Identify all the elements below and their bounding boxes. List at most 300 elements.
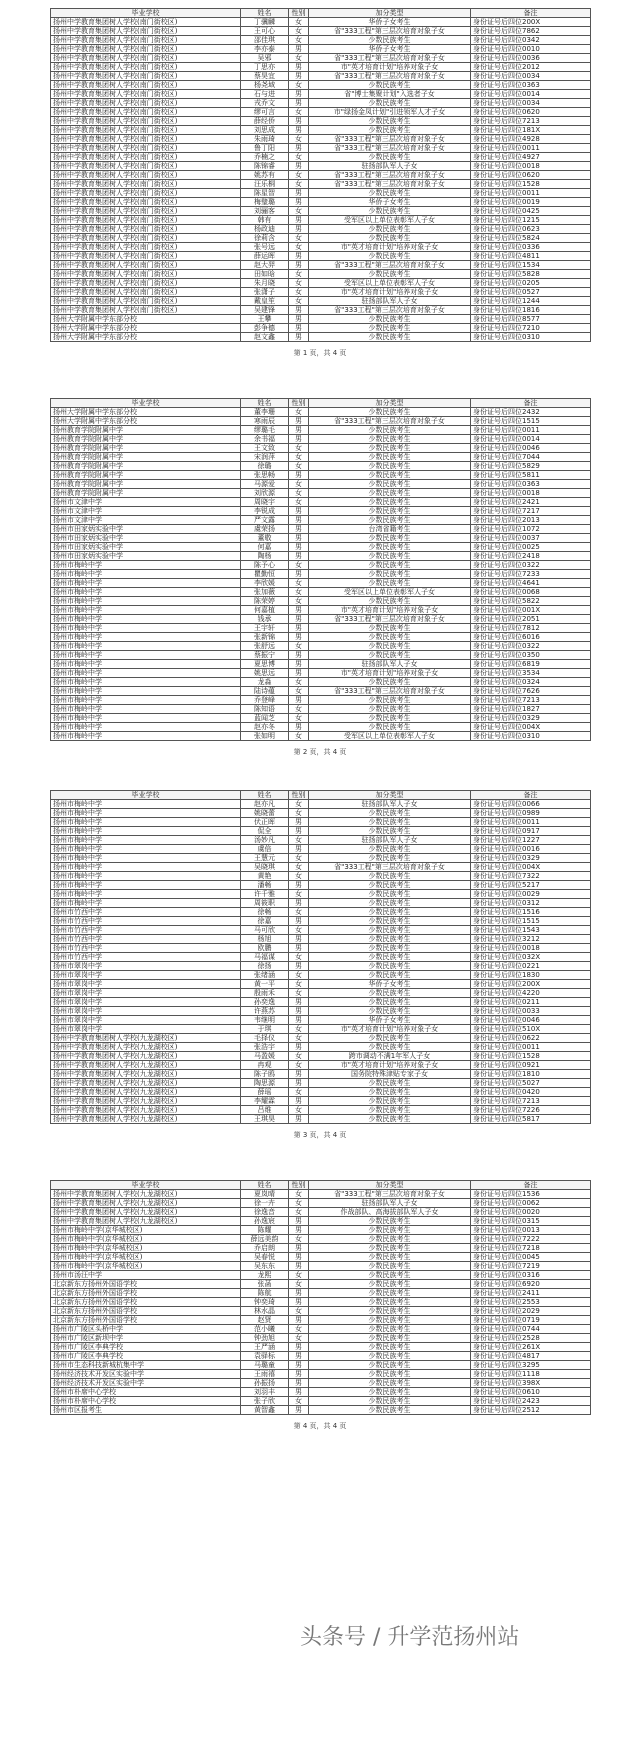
roster-table — [50, 398, 591, 741]
name-cell: 王琪昊 — [241, 1115, 289, 1124]
table-row — [51, 633, 591, 642]
note-cell: 身份证号后四位0623 — [471, 225, 591, 234]
name-cell: 李欣媛 — [241, 579, 289, 588]
name-cell: 徐扬 — [241, 962, 289, 971]
bonus-type-cell: 少数民族考生 — [309, 624, 471, 633]
gender-cell: 男 — [289, 962, 309, 971]
table-row — [51, 225, 591, 234]
note-cell: 身份证号后四位0425 — [471, 207, 591, 216]
name-cell: 王严涵 — [241, 1343, 289, 1352]
table-row — [51, 36, 591, 45]
note-cell: 身份证号后四位0620 — [471, 171, 591, 180]
table-row — [51, 516, 591, 525]
bonus-type-cell: 少数民族考生 — [309, 1352, 471, 1361]
roster-table — [50, 8, 591, 342]
column-header: 姓名 — [241, 791, 289, 800]
table-row — [51, 426, 591, 435]
school-cell: 扬州市朴席中心学校 — [51, 1397, 241, 1406]
school-cell: 扬州中学教育集团树人学校(南门街校区) — [51, 27, 241, 36]
column-header: 加分类型 — [309, 791, 471, 800]
table-row — [51, 998, 591, 1007]
name-cell: 钟奕琦 — [241, 1298, 289, 1307]
note-cell: 身份证号后四位1830 — [471, 971, 591, 980]
table-row — [51, 1043, 591, 1052]
note-cell: 身份证号后四位0527 — [471, 288, 591, 297]
name-cell: 张号远 — [241, 243, 289, 252]
gender-cell: 女 — [289, 18, 309, 27]
gender-cell: 男 — [289, 72, 309, 81]
school-cell: 扬州市梅岭中学 — [51, 687, 241, 696]
gender-cell: 女 — [289, 489, 309, 498]
column-header: 姓名 — [241, 399, 289, 408]
gender-cell: 男 — [289, 543, 309, 552]
table-row — [51, 1370, 591, 1379]
school-cell: 扬州市翠岗中学 — [51, 1007, 241, 1016]
name-cell: 缪璐毛 — [241, 426, 289, 435]
bonus-type-cell: 驻扬部队军人子女 — [309, 162, 471, 171]
column-header: 性别 — [289, 9, 309, 18]
bonus-type-cell: 少数民族考生 — [309, 890, 471, 899]
note-cell: 身份证号后四位1515 — [471, 917, 591, 926]
bonus-type-cell: 少数民族考生 — [309, 471, 471, 480]
gender-cell: 女 — [289, 444, 309, 453]
school-cell: 扬州教育学院附属中学 — [51, 444, 241, 453]
column-header: 性别 — [289, 1181, 309, 1190]
name-cell: 赵大羿 — [241, 261, 289, 270]
name-cell: 李亦泰 — [241, 45, 289, 54]
bonus-type-cell: 少数民族考生 — [309, 324, 471, 333]
note-cell: 身份证号后四位0010 — [471, 45, 591, 54]
name-cell: 张新锦 — [241, 633, 289, 642]
school-cell: 扬州中学教育集团树人学校(九龙湖校区) — [51, 1217, 241, 1226]
name-cell: 王文致 — [241, 444, 289, 453]
table-row — [51, 117, 591, 126]
bonus-type-cell: 市"绿扬金凤计划"引进领军人才子女 — [309, 108, 471, 117]
bonus-type-cell: 少数民族考生 — [309, 315, 471, 324]
gender-cell: 男 — [289, 162, 309, 171]
bonus-type-cell: 少数民族考生 — [309, 498, 471, 507]
bonus-type-cell: 少数民族考生 — [309, 1397, 471, 1406]
bonus-type-cell: 少数民族考生 — [309, 507, 471, 516]
bonus-type-cell: 少数民族考生 — [309, 333, 471, 342]
name-cell: 乔启朗 — [241, 1244, 289, 1253]
name-cell: 邵佳琪 — [241, 36, 289, 45]
table-row — [51, 1079, 591, 1088]
name-cell: 王可心 — [241, 27, 289, 36]
note-cell: 身份证号后四位0011 — [471, 189, 591, 198]
school-cell: 扬州市文津中学 — [51, 507, 241, 516]
gender-cell: 男 — [289, 63, 309, 72]
name-cell: 虞倍 — [241, 845, 289, 854]
note-cell: 身份证号后四位2418 — [471, 552, 591, 561]
name-cell: 夏思博 — [241, 660, 289, 669]
school-cell: 扬州教育学院附属中学 — [51, 471, 241, 480]
note-cell: 身份证号后四位398X — [471, 1379, 591, 1388]
school-cell: 扬州中学教育集团树人学校(九龙湖校区) — [51, 1079, 241, 1088]
table-row — [51, 18, 591, 27]
gender-cell: 女 — [289, 27, 309, 36]
bonus-type-cell: 少数民族考生 — [309, 1217, 471, 1226]
bonus-type-cell: 少数民族考生 — [309, 1325, 471, 1334]
school-cell: 扬州市梅岭中学 — [51, 570, 241, 579]
column-header: 毕业学校 — [51, 399, 241, 408]
table-row — [51, 99, 591, 108]
school-cell: 扬州中学教育集团树人学校(南门街校区) — [51, 81, 241, 90]
name-cell: 周筱职 — [241, 899, 289, 908]
table-row — [51, 489, 591, 498]
school-cell: 北京新东方扬州外国语学校 — [51, 1298, 241, 1307]
note-cell: 身份证号后四位2411 — [471, 1289, 591, 1298]
table-row — [51, 1235, 591, 1244]
note-cell: 身份证号后四位0018 — [471, 489, 591, 498]
name-cell: 薛远美韵 — [241, 1235, 289, 1244]
name-cell: 陈星智 — [241, 189, 289, 198]
note-cell: 身份证号后四位4220 — [471, 989, 591, 998]
name-cell: 戴皇笙 — [241, 297, 289, 306]
table-row — [51, 1379, 591, 1388]
school-cell: 扬州市生态科技新城杭集中学 — [51, 1361, 241, 1370]
bonus-type-cell: 少数民族考生 — [309, 408, 471, 417]
school-cell: 扬州市梅岭中学 — [51, 606, 241, 615]
table-row — [51, 1388, 591, 1397]
bonus-type-cell: 少数民族考生 — [309, 1289, 471, 1298]
note-cell: 身份证号后四位0011 — [471, 818, 591, 827]
bonus-type-cell: 省"333工程"第三层次培育对象子女 — [309, 1190, 471, 1199]
table-row — [51, 1208, 591, 1217]
name-cell: 王宇轩 — [241, 624, 289, 633]
name-cell: 徐畅 — [241, 908, 289, 917]
note-cell: 身份证号后四位0744 — [471, 1325, 591, 1334]
school-cell: 扬州中学教育集团树人学校(南门街校区) — [51, 162, 241, 171]
name-cell: 夏岚晴 — [241, 1190, 289, 1199]
bonus-type-cell: 市"英才培育计划"培养对象子女 — [309, 606, 471, 615]
bonus-type-cell: 华侨子女考生 — [309, 45, 471, 54]
gender-cell: 女 — [289, 1025, 309, 1034]
school-cell: 扬州中学教育集团树人学校(九龙湖校区) — [51, 1034, 241, 1043]
name-cell: 韩有 — [241, 216, 289, 225]
name-cell: 严文露 — [241, 516, 289, 525]
school-cell: 扬州中学教育集团树人学校(南门街校区) — [51, 126, 241, 135]
table-row — [51, 908, 591, 917]
note-cell: 身份证号后四位200X — [471, 18, 591, 27]
note-cell: 身份证号后四位1543 — [471, 926, 591, 935]
bonus-type-cell: 少数民族考生 — [309, 1370, 471, 1379]
bonus-type-cell: 省"333工程"第三层次培育对象子女 — [309, 171, 471, 180]
school-cell: 扬州大学附属中学东部分校 — [51, 408, 241, 417]
gender-cell: 女 — [289, 597, 309, 606]
bonus-type-cell: 省"333工程"第三层次培育对象子女 — [309, 54, 471, 63]
table-row — [51, 1007, 591, 1016]
note-cell: 身份证号后四位3212 — [471, 935, 591, 944]
bonus-type-cell: 少数民族考生 — [309, 1262, 471, 1271]
bonus-type-cell: 华侨子女考生 — [309, 198, 471, 207]
school-cell: 扬州中学教育集团树人学校(南门街校区) — [51, 297, 241, 306]
bonus-type-cell: 少数民族考生 — [309, 1334, 471, 1343]
school-cell: 扬州中学教育集团树人学校(南门街校区) — [51, 45, 241, 54]
gender-cell: 男 — [289, 1079, 309, 1088]
school-cell: 扬州教育学院附属中学 — [51, 426, 241, 435]
name-cell: 孙振扬 — [241, 1379, 289, 1388]
gender-cell: 女 — [289, 1052, 309, 1061]
gender-cell: 女 — [289, 1061, 309, 1070]
note-cell: 身份证号后四位0045 — [471, 1253, 591, 1262]
note-cell: 身份证号后四位2512 — [471, 1406, 591, 1415]
gender-cell: 男 — [289, 998, 309, 1007]
gender-cell: 女 — [289, 854, 309, 863]
table-row — [51, 642, 591, 651]
table-row — [51, 498, 591, 507]
school-cell: 扬州市区报考生 — [51, 1406, 241, 1415]
note-cell: 身份证号后四位1072 — [471, 525, 591, 534]
note-cell: 身份证号后四位0011 — [471, 144, 591, 153]
gender-cell: 男 — [289, 881, 309, 890]
name-cell: 钟劲旭 — [241, 1334, 289, 1343]
school-cell: 扬州市梅岭中学(京华城校区) — [51, 1235, 241, 1244]
school-cell: 扬州大学附属中学东部分校 — [51, 333, 241, 342]
school-cell: 扬州中学教育集团树人学校(南门街校区) — [51, 90, 241, 99]
bonus-type-cell: 市"英才培育计划"培养对象子女 — [309, 1061, 471, 1070]
note-cell: 身份证号后四位0917 — [471, 827, 591, 836]
gender-cell: 男 — [289, 1097, 309, 1106]
note-cell: 身份证号后四位0622 — [471, 1034, 591, 1043]
note-cell: 身份证号后四位2432 — [471, 408, 591, 417]
note-cell: 身份证号后四位0315 — [471, 1217, 591, 1226]
school-cell: 扬州教育学院附属中学 — [51, 435, 241, 444]
bonus-type-cell: 少数民族考生 — [309, 696, 471, 705]
note-cell: 身份证号后四位0034 — [471, 99, 591, 108]
bonus-type-cell: 少数民族考生 — [309, 579, 471, 588]
bonus-type-cell: 华侨子女考生 — [309, 980, 471, 989]
table-row — [51, 570, 591, 579]
table-row — [51, 854, 591, 863]
table-row — [51, 1244, 591, 1253]
gender-cell: 男 — [289, 1217, 309, 1226]
note-cell: 身份证号后四位1810 — [471, 1070, 591, 1079]
name-cell: 毛择仪 — [241, 1034, 289, 1043]
bonus-type-cell: 少数民族考生 — [309, 917, 471, 926]
name-cell: 侃全 — [241, 827, 289, 836]
gender-cell: 女 — [289, 480, 309, 489]
school-cell: 扬州中学教育集团树人学校(南门街校区) — [51, 180, 241, 189]
note-cell: 身份证号后四位0011 — [471, 1043, 591, 1052]
name-cell: 张子欣 — [241, 1397, 289, 1406]
note-cell: 身份证号后四位4927 — [471, 153, 591, 162]
name-cell: 朱月晓 — [241, 279, 289, 288]
note-cell: 身份证号后四位3534 — [471, 669, 591, 678]
bonus-type-cell: 少数民族考生 — [309, 899, 471, 908]
note-cell: 身份证号后四位7226 — [471, 1106, 591, 1115]
gender-cell: 女 — [289, 108, 309, 117]
gender-cell: 男 — [289, 1379, 309, 1388]
note-cell: 身份证号后四位1118 — [471, 1370, 591, 1379]
name-cell: 蓝闻芝 — [241, 714, 289, 723]
note-cell: 身份证号后四位5828 — [471, 270, 591, 279]
school-cell: 扬州中学教育集团树人学校(南门街校区) — [51, 108, 241, 117]
school-cell: 扬州市梅岭中学 — [51, 863, 241, 872]
bonus-type-cell: 受军区以上单位表彰军人子女 — [309, 216, 471, 225]
school-cell: 扬州中学教育集团树人学校(南门街校区) — [51, 18, 241, 27]
table-row — [51, 1226, 591, 1235]
note-cell: 身份证号后四位7044 — [471, 453, 591, 462]
table-row — [51, 1316, 591, 1325]
table-row — [51, 552, 591, 561]
bonus-type-cell: 少数民族考生 — [309, 1088, 471, 1097]
bonus-type-cell: 少数民族考生 — [309, 1406, 471, 1415]
bonus-type-cell: 受军区以上单位表彰军人子女 — [309, 732, 471, 741]
name-cell: 寒雨辰 — [241, 417, 289, 426]
name-cell: 戎乔文 — [241, 99, 289, 108]
gender-cell: 男 — [289, 1289, 309, 1298]
note-cell: 身份证号后四位0420 — [471, 1088, 591, 1097]
roster-table — [50, 790, 591, 1124]
table-row — [51, 800, 591, 809]
note-cell: 身份证号后四位2029 — [471, 1307, 591, 1316]
school-cell: 扬州市梅岭中学 — [51, 800, 241, 809]
bonus-type-cell: 少数民族考生 — [309, 998, 471, 1007]
gender-cell: 男 — [289, 633, 309, 642]
bonus-type-cell: 驻扬部队军人子女 — [309, 836, 471, 845]
table-row — [51, 1352, 591, 1361]
table-row — [51, 90, 591, 99]
note-cell: 身份证号后四位2423 — [471, 1397, 591, 1406]
table-row — [51, 1343, 591, 1352]
table-row — [51, 243, 591, 252]
name-cell: 丁思亦 — [241, 63, 289, 72]
note-cell: 身份证号后四位7233 — [471, 570, 591, 579]
bonus-type-cell: 少数民族考生 — [309, 426, 471, 435]
note-cell: 身份证号后四位0014 — [471, 435, 591, 444]
school-cell: 扬州市梅岭中学(京华城校区) — [51, 1244, 241, 1253]
gender-cell: 女 — [289, 863, 309, 872]
note-cell: 身份证号后四位510X — [471, 1025, 591, 1034]
school-cell: 扬州市梅岭中学 — [51, 669, 241, 678]
bonus-type-cell: 少数民族考生 — [309, 1097, 471, 1106]
note-cell: 身份证号后四位261X — [471, 1343, 591, 1352]
name-cell: 丁骥麟 — [241, 18, 289, 27]
gender-cell: 女 — [289, 926, 309, 935]
gender-cell: 女 — [289, 36, 309, 45]
note-cell: 身份证号后四位0316 — [471, 1271, 591, 1280]
note-cell: 身份证号后四位5829 — [471, 462, 591, 471]
gender-cell: 男 — [289, 827, 309, 836]
bonus-type-cell: 少数民族考生 — [309, 1253, 471, 1262]
school-cell: 扬州中学教育集团树人学校(南门街校区) — [51, 288, 241, 297]
table-row — [51, 836, 591, 845]
bonus-type-cell: 少数民族考生 — [309, 1235, 471, 1244]
school-cell: 北京新东方扬州外国语学校 — [51, 1289, 241, 1298]
gender-cell: 男 — [289, 1070, 309, 1079]
name-cell: 何嘉 — [241, 543, 289, 552]
note-cell: 身份证号后四位0310 — [471, 333, 591, 342]
bonus-type-cell: 少数民族考生 — [309, 714, 471, 723]
gender-cell: 男 — [289, 696, 309, 705]
bonus-type-cell: 少数民族考生 — [309, 1115, 471, 1124]
bonus-type-cell: 作战部队、高海拔部队军人子女 — [309, 1208, 471, 1217]
bonus-type-cell: 少数民族考生 — [309, 453, 471, 462]
school-cell: 扬州市梅岭中学 — [51, 705, 241, 714]
gender-cell: 男 — [289, 1361, 309, 1370]
school-cell: 扬州中学教育集团树人学校(南门街校区) — [51, 252, 241, 261]
table-row — [51, 480, 591, 489]
table-row — [51, 252, 591, 261]
table-row — [51, 624, 591, 633]
note-cell: 身份证号后四位0066 — [471, 800, 591, 809]
name-cell: 王慧元 — [241, 854, 289, 863]
name-cell: 徐一卉 — [241, 1199, 289, 1208]
gender-cell: 男 — [289, 845, 309, 854]
gender-cell: 男 — [289, 1016, 309, 1025]
gender-cell: 男 — [289, 624, 309, 633]
note-cell: 身份证号后四位2012 — [471, 63, 591, 72]
note-cell: 身份证号后四位1816 — [471, 306, 591, 315]
table-row — [51, 971, 591, 980]
gender-cell: 男 — [289, 1388, 309, 1397]
column-header: 毕业学校 — [51, 9, 241, 18]
school-cell: 扬州中学教育集团树人学校(九龙湖校区) — [51, 1097, 241, 1106]
bonus-type-cell: 少数民族考生 — [309, 462, 471, 471]
gender-cell: 女 — [289, 297, 309, 306]
name-cell: 马璐童 — [241, 1361, 289, 1370]
bonus-type-cell: 少数民族考生 — [309, 881, 471, 890]
bonus-type-cell: 少数民族考生 — [309, 1271, 471, 1280]
gender-cell: 女 — [289, 588, 309, 597]
school-cell: 扬州中学教育集团树人学校(南门街校区) — [51, 153, 241, 162]
table-row — [51, 126, 591, 135]
table-row — [51, 216, 591, 225]
gender-cell: 男 — [289, 606, 309, 615]
table-row — [51, 279, 591, 288]
note-cell: 身份证号后四位0025 — [471, 543, 591, 552]
table-row — [51, 935, 591, 944]
bonus-type-cell: 少数民族考生 — [309, 1280, 471, 1289]
bonus-type-cell: 少数民族考生 — [309, 81, 471, 90]
gender-cell: 女 — [289, 54, 309, 63]
school-cell: 扬州市梅岭中学 — [51, 624, 241, 633]
table-row — [51, 189, 591, 198]
name-cell: 陈子鸥 — [241, 1070, 289, 1079]
gender-cell: 男 — [289, 723, 309, 732]
school-cell: 扬州中学教育集团树人学校(南门街校区) — [51, 144, 241, 153]
bonus-type-cell: 少数民族考生 — [309, 908, 471, 917]
bonus-type-cell: 少数民族考生 — [309, 153, 471, 162]
name-cell: 许燕苏 — [241, 1007, 289, 1016]
school-cell: 扬州市翠岗中学 — [51, 1025, 241, 1034]
school-cell: 扬州中学教育集团树人学校(九龙湖校区) — [51, 1043, 241, 1052]
page-footer: 第 3 页，共 4 页 — [293, 1131, 347, 1139]
bonus-type-cell: 国务院特殊津贴专家子女 — [309, 1070, 471, 1079]
table-row — [51, 444, 591, 453]
school-cell: 扬州中学教育集团树人学校(九龙湖校区) — [51, 1061, 241, 1070]
table-row — [51, 1253, 591, 1262]
bonus-type-cell: 少数民族考生 — [309, 270, 471, 279]
gender-cell: 女 — [289, 1088, 309, 1097]
table-row — [51, 660, 591, 669]
note-cell: 身份证号后四位4811 — [471, 252, 591, 261]
bonus-type-cell: 少数民族考生 — [309, 561, 471, 570]
bonus-type-cell: 市"英才培育计划"培养对象子女 — [309, 669, 471, 678]
name-cell: 王雨禧 — [241, 1370, 289, 1379]
gender-cell: 女 — [289, 270, 309, 279]
note-cell: 身份证号后四位0068 — [471, 588, 591, 597]
gender-cell: 男 — [289, 333, 309, 342]
school-cell: 北京新东方扬州外国语学校 — [51, 1280, 241, 1289]
note-cell: 身份证号后四位1528 — [471, 1052, 591, 1061]
name-cell: 赵亦凡 — [241, 800, 289, 809]
bonus-type-cell: 少数民族考生 — [309, 1316, 471, 1325]
bonus-type-cell: 少数民族考生 — [309, 207, 471, 216]
table-row — [51, 1070, 591, 1079]
school-cell: 扬州市梅岭中学 — [51, 899, 241, 908]
